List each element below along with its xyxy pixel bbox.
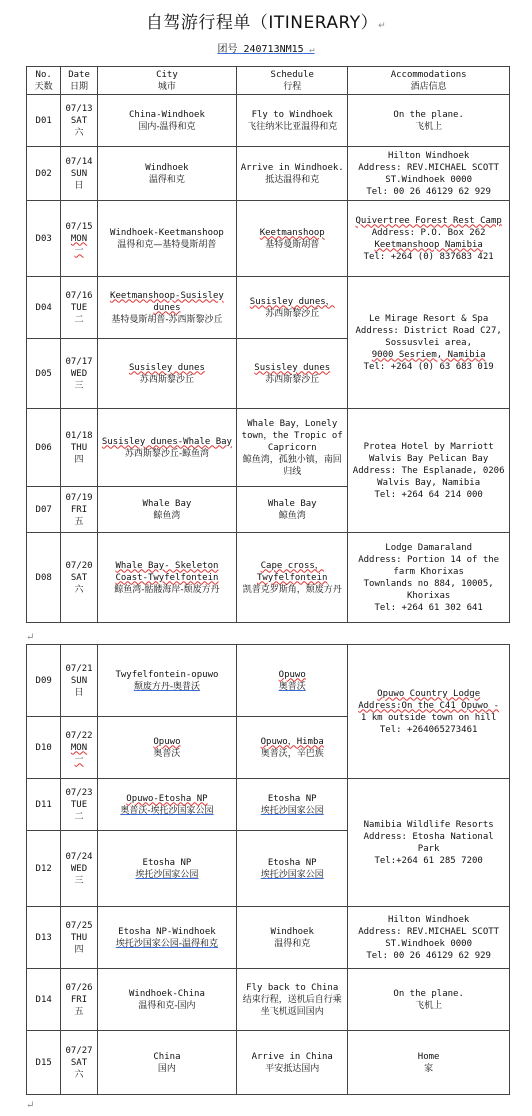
date-cell: 07/21 SUN 日 (61, 645, 97, 717)
city-cell: Keetmanshoop-Susisley dunes 基特曼斯胡普-苏西斯黎沙丘 (97, 277, 236, 339)
hotel-cell: Home 家 (348, 1031, 510, 1095)
day-number: D15 (27, 1031, 61, 1095)
hotel-cell: On the plane. 飞机上 (348, 969, 510, 1031)
hotel-cell: Opuwo Country Lodge Address:On the C41 Opuwo - 1 km outside town on hill Tel: +264065273461 (348, 645, 510, 779)
schedule-cell: Whale Bay 鲸鱼湾 (237, 487, 348, 533)
day-number: D09 (27, 645, 61, 717)
hotel-cell: Namibia Wildlife Resorts Address: Etosha National Park Tel:+264 61 285 7200 (348, 779, 510, 907)
header-schedule: Schedule 行程 (237, 67, 348, 95)
header-date: Date 日期 (61, 67, 97, 95)
city-cell: China-Windhoek 国内-温得和克 (97, 95, 236, 147)
header-no: No. 天数 (27, 67, 61, 95)
table-row (27, 969, 510, 1031)
city-cell: Susisley dunes-Whale Bay 苏西斯黎沙丘-鲸鱼湾 (97, 409, 236, 487)
day-number: D05 (27, 339, 61, 409)
table-row (27, 779, 510, 831)
city-cell: Opuwo 奥普沃 (97, 717, 236, 779)
city-cell: Twyfelfontein-opuwo 颓废方丹-奥普沃 (97, 645, 236, 717)
schedule-cell: Fly to Windhoek 飞往纳米比亚温得和克 (237, 95, 348, 147)
city-cell: Etosha NP-Windhoek 埃托沙国家公园-温得和克 (97, 907, 236, 969)
paragraph-mark-icon: ↵ (26, 1100, 35, 1111)
date-cell: 07/17 WED 三 (61, 339, 97, 409)
day-number: D02 (27, 147, 61, 201)
date-cell: 07/16 TUE 二 (61, 277, 97, 339)
schedule-cell: Susisley dunes， 苏西斯黎沙丘 (237, 277, 348, 339)
hotel-cell: Hilton Windhoek Address: REV.MICHAEL SCOTT ST.Windhoek 0000 Tel: 00 26 46129 62 929 (348, 907, 510, 969)
day-number: D01 (27, 95, 61, 147)
city-cell: Windhoek-Keetmanshoop 温得和克—基特曼斯胡普 (97, 201, 236, 277)
date-cell: 01/18 THU 四 (61, 409, 97, 487)
hotel-cell: Lodge Damaraland Address: Portion 14 of the farm Khorixas Townlands no 884, 10005, Khorixas Tel: +264 61 302 641 (348, 533, 510, 623)
table-header-row (27, 67, 510, 95)
itinerary-table-page-2 (26, 644, 510, 1095)
header-city: City 城市 (97, 67, 236, 95)
day-number: D12 (27, 831, 61, 907)
day-number: D07 (27, 487, 61, 533)
day-number: D10 (27, 717, 61, 779)
date-cell: 07/26 FRI 五 (61, 969, 97, 1031)
table-row (27, 147, 510, 201)
schedule-cell: Keetmanshoop 基特曼斯胡普 (237, 201, 348, 277)
paragraph-mark-icon: ↵ (26, 632, 35, 643)
hotel-cell: On the plane. 飞机上 (348, 95, 510, 147)
hotel-cell: Protea Hotel by Marriott Walvis Bay Pelican Bay Address: The Esplanade, 0206 Walvis Bay, Namibia Tel: +264 64 214 000 (348, 409, 510, 533)
group-number: 团号 240713NM15 ↵ (217, 44, 315, 55)
schedule-cell: Arrive in China 平安抵达国内 (237, 1031, 348, 1095)
schedule-cell: Susisley dunes 苏西斯黎沙丘 (237, 339, 348, 409)
city-cell: Windhoek 温得和克 (97, 147, 236, 201)
schedule-cell: Fly back to China 结束行程，送机后自行乘坐飞机返回国内 (237, 969, 348, 1031)
table-row (27, 95, 510, 147)
hotel-cell: Le Mirage Resort & Spa Address: District Road C27, Sossusvlei area, 9000 Sesriem, Namibia Tel: +264 (0) 63 683 019 (348, 277, 510, 409)
city-cell: Whale Bay- Skeleton Coast-Twyfelfontein 鲸鱼湾-骷髅海岸-颓废方丹 (97, 533, 236, 623)
date-cell: 07/13 SAT 六 (61, 95, 97, 147)
city-cell: Etosha NP 埃托沙国家公园 (97, 831, 236, 907)
city-cell: Whale Bay 鲸鱼湾 (97, 487, 236, 533)
schedule-cell: Windhoek 温得和克 (237, 907, 348, 969)
day-number: D13 (27, 907, 61, 969)
city-cell: China 国内 (97, 1031, 236, 1095)
day-number: D04 (27, 277, 61, 339)
schedule-cell: Arrive in Windhoek. 抵达温得和克 (237, 147, 348, 201)
table-row (27, 277, 510, 339)
table-row (27, 907, 510, 969)
hotel-cell: Quivertree Forest Rest Camp Address: P.O. Box 262 Keetmanshoop Namibia Tel: +264 (0) 837683 421 (348, 201, 510, 277)
date-cell: 07/27 SAT 六 (61, 1031, 97, 1095)
date-cell: 07/25 THU 四 (61, 907, 97, 969)
day-number: D08 (27, 533, 61, 623)
date-cell: 07/19 FRI 五 (61, 487, 97, 533)
table-row (27, 409, 510, 487)
schedule-cell: Etosha NP 埃托沙国家公园 (237, 779, 348, 831)
table-row (27, 201, 510, 277)
hotel-cell: Hilton Windhoek Address: REV.MICHAEL SCOTT ST.Windhoek 0000 Tel: 00 26 46129 62 929 (348, 147, 510, 201)
header-accommodation: Accommodations 酒店信息 (348, 67, 510, 95)
schedule-cell: Etosha NP 埃托沙国家公园 (237, 831, 348, 907)
day-number: D14 (27, 969, 61, 1031)
table-row (27, 645, 510, 717)
city-cell: Susisley dunes 苏西斯黎沙丘 (97, 339, 236, 409)
day-number: D06 (27, 409, 61, 487)
date-cell: 07/20 SAT 六 (61, 533, 97, 623)
schedule-cell: Whale Bay，Lonely town，the Tropic of Capricorn 鲸鱼湾，孤独小镇，南回归线 (237, 409, 348, 487)
table-row (27, 1031, 510, 1095)
date-cell: 07/15 MON 一 (61, 201, 97, 277)
day-number: D11 (27, 779, 61, 831)
schedule-cell: Opuwo，Himba 奥普沃，辛巴族 (237, 717, 348, 779)
page-title: 自驾游行程单（ITINERARY）↵ (145, 13, 387, 33)
day-number: D03 (27, 201, 61, 277)
date-cell: 07/24 WED 三 (61, 831, 97, 907)
itinerary-table-page-1 (26, 66, 510, 623)
schedule-cell: Opuwo 奥普沃 (237, 645, 348, 717)
date-cell: 07/14 SUN 日 (61, 147, 97, 201)
city-cell: Windhoek-China 温得和克-国内 (97, 969, 236, 1031)
date-cell: 07/23 TUE 二 (61, 779, 97, 831)
date-cell: 07/22 MON 一 (61, 717, 97, 779)
schedule-cell: Cape cross，Twyfelfontein 凯普克罗斯角，颓废方丹 (237, 533, 348, 623)
table-row (27, 533, 510, 623)
city-cell: Opuwo-Etosha NP 奥普沃-埃托沙国家公园 (97, 779, 236, 831)
